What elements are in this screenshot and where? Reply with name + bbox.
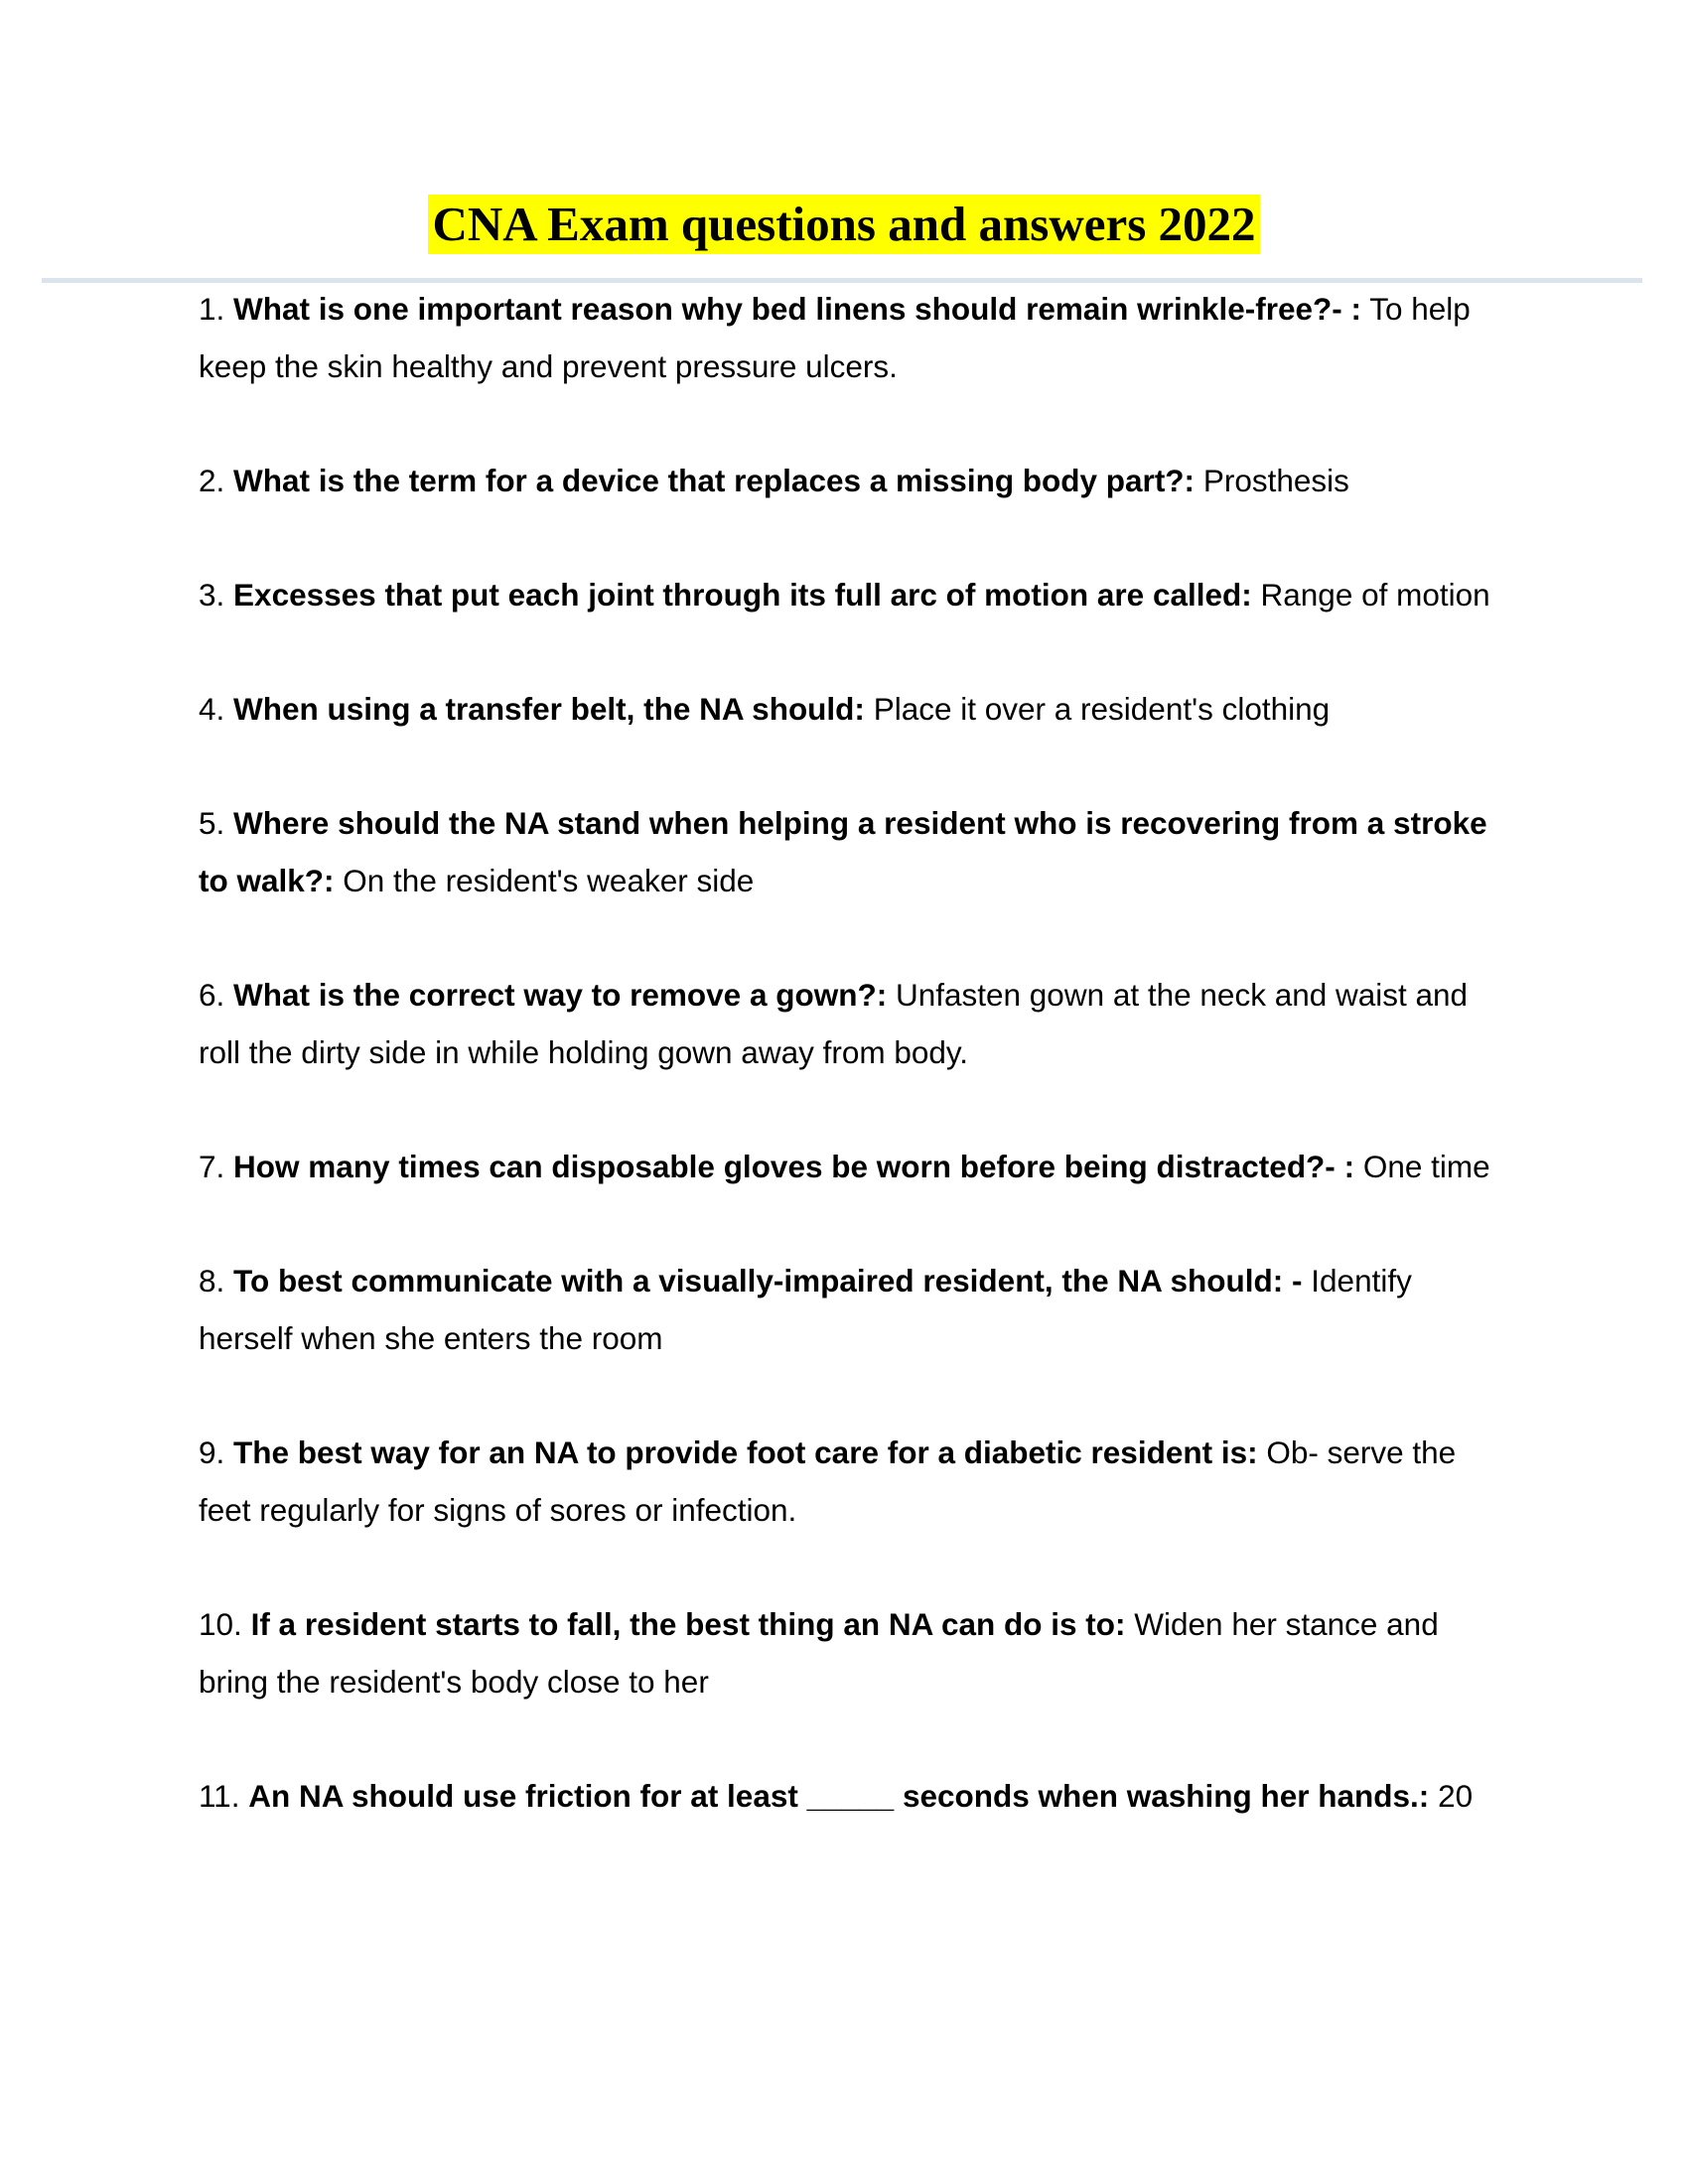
question-item bbox=[199, 680, 1509, 738]
answer-text: To help keep the skin healthy and prevent pressure ulcers. bbox=[199, 291, 1471, 384]
answer-text: Place it over a resident's clothing bbox=[873, 691, 1331, 727]
answer-text: Range of motion bbox=[1260, 577, 1490, 613]
question-item bbox=[199, 452, 1509, 509]
question-item bbox=[199, 566, 1509, 623]
question-text: How many times can disposable gloves be worn before being distracted?- bbox=[233, 1149, 1336, 1184]
question-item bbox=[199, 1595, 1509, 1710]
question-list bbox=[199, 280, 1509, 1881]
question-number: 11. bbox=[199, 1778, 240, 1814]
answer-text: Unfasten gown at the neck and waist and roll the dirty side in while holding gown away from body. bbox=[199, 977, 1469, 1070]
question-number: 3. bbox=[199, 577, 225, 613]
question-item bbox=[199, 794, 1509, 909]
answer-separator: : bbox=[1350, 291, 1361, 327]
question-text: An NA should use friction for at least _____ seconds when washing her hands.: bbox=[248, 1778, 1430, 1814]
question-number: 7. bbox=[199, 1149, 225, 1184]
question-text: What is one important reason why bed linens should remain wrinkle-free?- bbox=[233, 291, 1342, 327]
question-text: The best way for an NA to provide foot care for a diabetic resident is: bbox=[233, 1434, 1258, 1470]
question-number: 10. bbox=[199, 1606, 242, 1642]
question-number: 8. bbox=[199, 1263, 225, 1298]
answer-text: Ob- serve the feet regularly for signs of sores or infection. bbox=[199, 1434, 1457, 1528]
question-text: To best communicate with a visually-impaired resident, the NA should: bbox=[233, 1263, 1284, 1298]
answer-separator: - bbox=[1292, 1263, 1303, 1298]
question-number: 5. bbox=[199, 805, 225, 841]
question-text: Excesses that put each joint through its full arc of motion are called: bbox=[233, 577, 1252, 613]
document-title: CNA Exam questions and answers 2022 bbox=[428, 195, 1259, 254]
question-text: Where should the NA stand when helping a resident who is recovering from a stroke to walk?: bbox=[199, 805, 1487, 898]
question-item bbox=[199, 966, 1509, 1081]
answer-text: Prosthesis bbox=[1202, 463, 1349, 498]
question-text: When using a transfer belt, the NA should: bbox=[233, 691, 865, 727]
answer-separator: : bbox=[1343, 1149, 1355, 1184]
question-number: 4. bbox=[199, 691, 225, 727]
question-item bbox=[199, 1424, 1509, 1539]
answer-text: On the resident's weaker side bbox=[343, 863, 755, 898]
question-text: If a resident starts to fall, the best thing an NA can do is to: bbox=[250, 1606, 1126, 1642]
answer-text: Widen her stance and bring the resident's body close to her bbox=[199, 1606, 1439, 1700]
answer-text: 20 bbox=[1438, 1778, 1474, 1814]
question-text: What is the correct way to remove a gown?: bbox=[233, 977, 888, 1013]
question-number: 6. bbox=[199, 977, 225, 1013]
question-text: What is the term for a device that replaces a missing body part?: bbox=[233, 463, 1196, 498]
question-item bbox=[199, 1138, 1509, 1195]
title-container bbox=[0, 195, 1688, 254]
question-item bbox=[199, 1252, 1509, 1367]
question-item bbox=[199, 1767, 1509, 1825]
answer-text: One time bbox=[1362, 1149, 1490, 1184]
question-number: 2. bbox=[199, 463, 225, 498]
question-number: 9. bbox=[199, 1434, 225, 1470]
answer-text: Identify herself when she enters the room bbox=[199, 1263, 1412, 1356]
question-item bbox=[199, 280, 1509, 395]
question-number: 1. bbox=[199, 291, 225, 327]
